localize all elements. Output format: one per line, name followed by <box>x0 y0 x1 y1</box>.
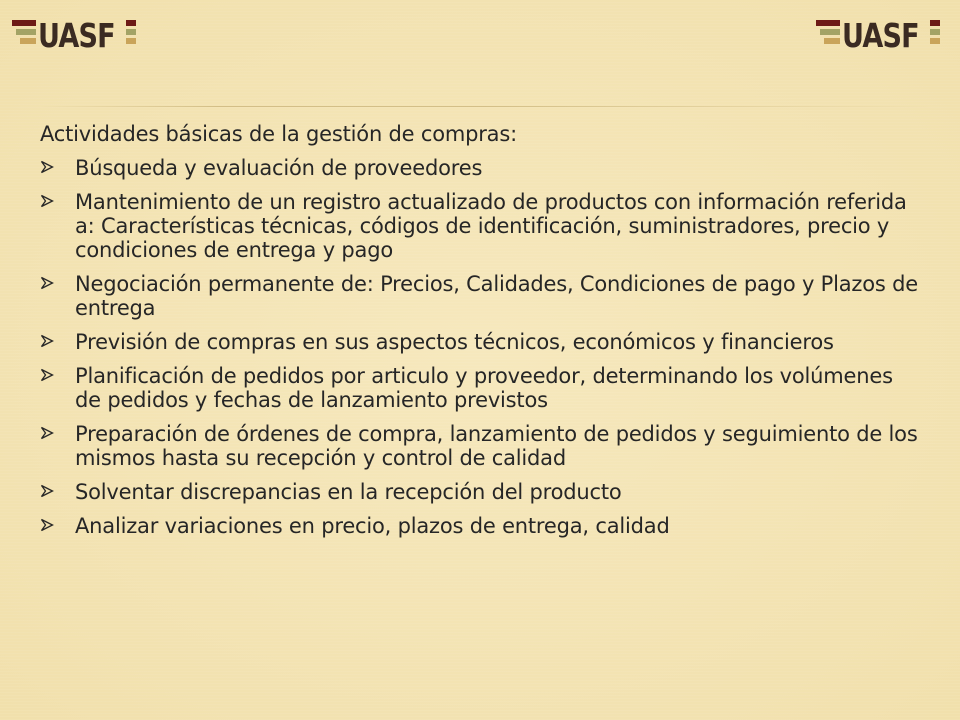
list-item-text: Analizar variaciones en precio, plazos de entrega, calidad <box>75 514 670 538</box>
list-item <box>40 156 920 180</box>
list-item <box>40 514 920 538</box>
arrowhead-bullet-icon <box>40 368 54 382</box>
arrowhead-bullet-icon <box>40 334 54 348</box>
arrowhead-bullet-icon <box>40 518 54 532</box>
list-item-text: Solventar discrepancias en la recepción del producto <box>75 480 622 504</box>
slide-heading: Actividades básicas de la gestión de compras: <box>40 122 517 146</box>
arrowhead-bullet-icon <box>40 426 54 440</box>
header-divider <box>40 106 930 107</box>
logo-text: UASF <box>842 16 919 55</box>
uasf-logo-left <box>12 16 136 56</box>
list-item-text: Planificación de pedidos por articulo y proveedor, determinando los volúmenes de pedidos y fechas de lanzamiento previstos <box>75 364 893 412</box>
activity-list <box>40 156 920 538</box>
logo-text: UASF <box>38 16 115 55</box>
arrowhead-bullet-icon <box>40 194 54 208</box>
list-item <box>40 422 920 470</box>
list-item <box>40 480 920 504</box>
list-item-text: Mantenimiento de un registro actualizado de productos con información referida a: Características técnicas, códigos de identificación, suministradores, precio y condiciones de entrega y pago <box>75 190 907 262</box>
logo-stripes-icon <box>12 20 36 52</box>
list-item-text: Búsqueda y evaluación de proveedores <box>75 156 483 180</box>
arrowhead-bullet-icon <box>40 276 54 290</box>
list-item <box>40 272 920 320</box>
uasf-logo-right <box>816 16 940 56</box>
logo-stripes-icon <box>930 20 940 52</box>
list-item <box>40 330 920 354</box>
logo-stripes-icon <box>126 20 136 52</box>
slide-body <box>40 120 920 548</box>
logo-stripes-icon <box>816 20 840 52</box>
list-item-text: Negociación permanente de: Precios, Calidades, Condiciones de pago y Plazos de entrega <box>75 272 918 320</box>
list-item <box>40 190 920 262</box>
list-item <box>40 364 920 412</box>
arrowhead-bullet-icon <box>40 160 54 174</box>
list-item-text: Preparación de órdenes de compra, lanzamiento de pedidos y seguimiento de los mismos hasta su recepción y control de calidad <box>75 422 918 470</box>
arrowhead-bullet-icon <box>40 484 54 498</box>
list-item-text: Previsión de compras en sus aspectos técnicos, económicos y financieros <box>75 330 834 354</box>
